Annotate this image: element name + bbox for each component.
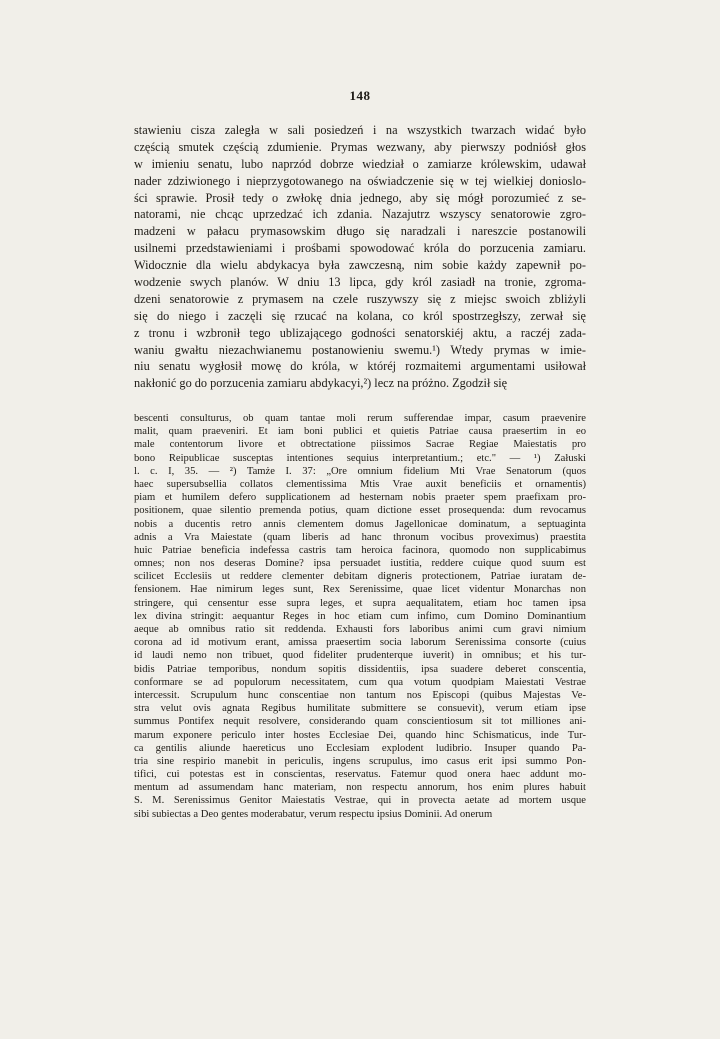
footnote-line: corona ad id motivum erant, amissa praesertim socia laborum Serenissima consorte (cuius bbox=[134, 637, 586, 649]
main-text-line: częścią smutek częścią zdumienie. Prymas wezwany, aby pierwszy podniósł głos bbox=[134, 139, 586, 154]
footnote-line: summus Pontifex nequit resolvere, considerando quam conscientiosum sit tot milliones ani- bbox=[134, 716, 586, 728]
footnote-line: adnis a Vra Maiestate (quam liberis ad hanc thronum vocibus proveximus) praestita bbox=[134, 531, 586, 543]
footnote-line: l. c. I, 35. — ²) Tamże I. 37: „Ore omnium fidelium Mti Vrae Senatorum (quos bbox=[134, 465, 586, 477]
footnote-line: mentum ad assumendam hanc materiam, non respectu annorum, hos enim plures habuit bbox=[134, 782, 586, 794]
main-text-line: wodzenie swych planów. W dniu 13 lipca, gdy król zasiadł na tronie, zgroma- bbox=[134, 275, 586, 290]
main-text-line: Widocznie dla wielu abdykacya była zawczesną, nim sobie każdy zapewnił po- bbox=[134, 258, 586, 273]
main-text-line: ści sprawie. Prosił tedy o zwłokę dnia jednego, aby się mógł porozumieć z se- bbox=[134, 190, 586, 205]
footnote-line: aeque ab omnibus ratio sit reddenda. Exhausti fors laboribus animi cum gravi nimium bbox=[134, 624, 586, 635]
footnote-line: bidis Patriae temporibus, nondum sopitis dissidentiis, ipsa suadere deberet conscentia, bbox=[134, 663, 586, 675]
footnote-line: lex divina stringit: aequantur Reges in hoc etiam cum infimo, cum Domino Dominantium bbox=[134, 610, 586, 622]
main-text-line: waniu gwałtu niezachwianemu postanowieniu swemu.¹) Wtedy prymas w imie- bbox=[134, 342, 586, 357]
footnote-line: fensionem. Hae nimirum leges sunt, Rex Serenissime, quae licet videntur Monarchas non bbox=[134, 584, 586, 596]
main-text-line: usilnemi przedstawieniami i prośbami spowodować króla do porzucenia zamiaru. bbox=[134, 241, 586, 256]
footnote-line: bescenti consulturus, ob quam tantae moli rerum sufferendae impar, casum praevenire bbox=[134, 413, 586, 424]
footnote-line: ca gentilis aliunde haereticus uno Ecclesiam explodent ludibrio. Insuper quando Pa- bbox=[134, 742, 586, 754]
footnote-line: tifici, cui potestas est in conscientas, reservatus. Fatemur quod onera haec addunt mo- bbox=[134, 769, 586, 781]
main-text-line: stawieniu cisza zaległa w sali posiedzeń i na wszystkich twarzach widać było bbox=[134, 123, 586, 137]
footnote-line: stringere, qui censentur esse supra leges, et supra aequalitatem, etiam hoc tamen ipsa bbox=[134, 597, 586, 609]
footnote-line: intercessit. Scrupulum hunc conscentiae non tantum nos Episcopi (quibus Majestas Ve- bbox=[134, 689, 586, 701]
footnote-line: bono Reipublicae susceptas intentiones sequius interpretantium.; etc." — ¹) Załuski bbox=[134, 452, 586, 464]
main-text-block bbox=[134, 122, 586, 392]
footnote-line: marum exponere periculo inter hostes Ecclesiae Dei, quando hinc Schismaticus, inde Tur- bbox=[134, 729, 586, 741]
main-text-line: natorami, nie chcąc uprzedzać ich zdania. Nazajutrz wszyscy senatorowie zgro- bbox=[134, 207, 586, 222]
main-text-line: w imieniu senatu, lubo naprzód dobrze wiedział o zamiarze królewskim, udawał bbox=[134, 156, 586, 171]
footnote-line: omnes; non nos deseras Domine? ipsa persuadet iustitia, reddere cuique quod suum est bbox=[134, 558, 586, 570]
main-text-line: madzeni w pałacu prymasowskim długo się naradzali i nareszcie postanowili bbox=[134, 224, 586, 239]
main-text-line: dzeni senatorowie z prymasem na czele ruszywszy się z miejsc swoich zbliżyli bbox=[134, 291, 586, 306]
footnote-line: male contentorum livore et obtrectatione piissimos Sacrae Regiae Maiestatis pro bbox=[134, 439, 586, 451]
footnotes-block bbox=[134, 412, 586, 821]
footnote-line: conformare se ad populorum necessitatem, cum qua votum quodpiam Maiestati Vestrae bbox=[134, 676, 586, 688]
footnote-line: huic Patriae beneficia indefessa castris tam heroica facinora, quomodo non supplicabimus bbox=[134, 544, 586, 556]
footnote-line: nobis a ducentis retro annis clementem domus Jagellonicae dominatum, a septuaginta bbox=[134, 518, 586, 530]
footnote-line: haec supersubsellia collatos clementissima Mtis Vrae auxit beneficiis et ornamentis) bbox=[134, 478, 586, 490]
main-text-line: niu senatu wygłosił mowę do króla, w któréj rozmaitemi argumentami usiłował bbox=[134, 359, 586, 374]
footnote-line: sibi subiectas a Deo gentes moderabatur, verum respectu ipsius Dominii. Ad onerum bbox=[134, 808, 493, 820]
main-text-line: się do niego i zaczęli się rzucać na kolana, co król spostrzegłszy, zerwał się bbox=[134, 308, 586, 323]
footnote-line: piam et humilem defero supplicationem ad hesternam nobis praeter spem praefixam pro- bbox=[134, 492, 586, 504]
footnote-line: scilicet Ecclesiis ut reddere clementer debitam digneris protectionem, Patriae iuratam de- bbox=[134, 571, 586, 583]
footnote-line: malit, quam praeveniri. Et iam boni publici et quietis Patriae causa praesertim in eo bbox=[134, 426, 586, 438]
footnote-line: positionem, quae silentio premenda potius, quam dictione esset prosequenda: dum revocamus bbox=[134, 505, 586, 517]
main-text-line: z tronu i wzbronił tego ublizającego godności senatorskiéj aktu, a raczéj zada- bbox=[134, 325, 586, 340]
footnote-line: tria sine respirio manebit in periculis, ingens scrupulus, imo casus erit ipsi summo Pon- bbox=[134, 755, 586, 767]
footnote-line: S. M. Serenissimus Genitor Maiestatis Vestrae, qui in provecta aetate ad mortem usque bbox=[134, 795, 586, 807]
footnote-line: id laudi nemo non tribuet, quod fideliter prudenterque iuverit) in omnibus; et his tur- bbox=[134, 650, 586, 662]
main-text-line: nader zdziwionego i nieprzygotowanego na oświadczenie się w tej wielkiej donioslo- bbox=[134, 173, 586, 188]
bleed-through-text bbox=[134, 380, 586, 410]
page-number: 148 bbox=[349, 88, 371, 103]
main-text-line: nakłonić go do porzucenia zamiaru abdykacyi,²) lecz na próżno. Zgodził się bbox=[134, 376, 508, 391]
footnote-line: stra velut ovis agnata Regibus humilitate submittere se consuevit), verum etiam ipse bbox=[134, 703, 586, 715]
